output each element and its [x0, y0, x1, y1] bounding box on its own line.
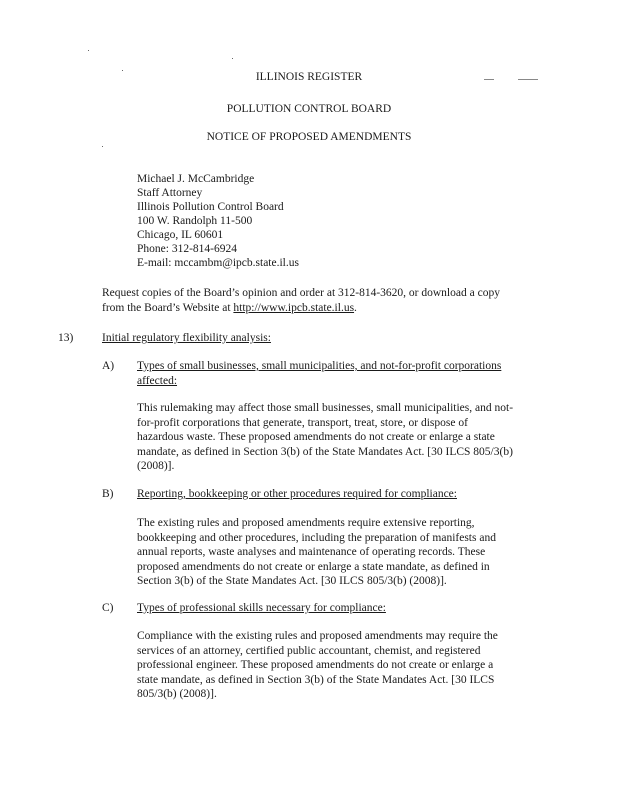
section-number: 13) — [58, 332, 74, 344]
subsection-a-heading — [137, 359, 501, 388]
request-line-2 — [102, 301, 500, 316]
request-prefix: from the Board’s Website at — [102, 301, 234, 314]
contact-phone: Phone: 312-814-6924 — [137, 243, 237, 255]
scan-speck — [102, 146, 103, 147]
subsection-a-heading-line-2: affected: — [137, 374, 178, 387]
subsection-c-body-line: professional engineer. These proposed amendments do not create or enlarge a — [137, 659, 494, 671]
subsection-b-body-line: Section 3(b) of the State Mandates Act. [30 ILCS 805/3(b) (2008)]. — [137, 575, 447, 587]
subsection-c-body-line: state mandate, as defined in Section 3(b) of the State Mandates Act. [30 ILCS — [137, 673, 495, 686]
contact-city: Chicago, IL 60601 — [137, 229, 224, 241]
subsection-a-letter: A) — [102, 360, 115, 372]
contact-org: Illinois Pollution Control Board — [137, 201, 284, 213]
subsection-c-body-line: 805/3(b) (2008)]. — [137, 688, 217, 700]
subsection-b-letter: B) — [102, 488, 114, 500]
subsection-b-body-line: bookkeeping and other procedures, including the preparation of manifests and — [137, 531, 496, 544]
website-link[interactable]: http://www.ipcb.state.il.us — [233, 301, 355, 314]
request-line-1: Request copies of the Board’s opinion and order at 312-814-3620, or download a copy — [102, 287, 500, 299]
request-paragraph — [102, 286, 500, 315]
board-title: POLLUTION CONTROL BOARD — [226, 103, 392, 115]
contact-street: 100 W. Randolph 11-500 — [137, 215, 253, 227]
subsection-a-body-line: mandate, as defined in Section 3(b) of the State Mandates Act. [30 ILCS 805/3(b) — [137, 445, 513, 458]
subsection-b-heading: Reporting, bookkeeping or other procedures required for compliance: — [137, 488, 457, 500]
scan-speck — [232, 58, 233, 59]
subsection-a-heading-line-1: Types of small businesses, small municipalities, and not-for-profit corporations — [137, 360, 502, 372]
notice-title: NOTICE OF PROPOSED AMENDMENTS — [206, 131, 412, 143]
contact-email-line — [137, 256, 299, 271]
subsection-c-heading: Types of professional skills necessary for compliance: — [137, 602, 386, 614]
subsection-c-body-line: Compliance with the existing rules and proposed amendments may require the — [137, 630, 498, 642]
register-title: ILLINOIS REGISTER — [255, 71, 363, 83]
subsection-c-body-line: services of an attorney, certified public accountant, chemist, and registered — [137, 644, 481, 657]
subsection-b-body-line: The existing rules and proposed amendments require extensive reporting, — [137, 517, 475, 529]
subsection-a-body-line: This rulemaking may affect those small businesses, small municipalities, and not- — [137, 402, 514, 414]
subsection-c-body — [137, 629, 498, 702]
request-suffix: . — [354, 301, 357, 314]
scan-speck — [88, 50, 89, 51]
subsection-a-body-line: (2008)]. — [137, 460, 175, 472]
subsection-c-letter: C) — [102, 602, 114, 614]
subsection-b-body-line: proposed amendments do not create or enlarge a state mandate, as defined in — [137, 560, 490, 573]
subsection-a-body — [137, 401, 513, 474]
email-label: E-mail: — [137, 257, 175, 269]
section-title: Initial regulatory flexibility analysis: — [102, 332, 271, 344]
subsection-b-body-line: annual reports, waste analyses and maintenance of operating records. These — [137, 546, 486, 558]
email-link[interactable]: mccambm@ipcb.state.il.us — [174, 257, 299, 269]
contact-title: Staff Attorney — [137, 187, 203, 199]
contact-name: Michael J. McCambridge — [137, 173, 255, 185]
subsection-b-body — [137, 516, 496, 589]
subsection-a-body-line: hazardous waste. These proposed amendments do not create or enlarge a state — [137, 431, 495, 443]
subsection-a-body-line: for-profit corporations that generate, transport, treat, store, or dispose of — [137, 416, 468, 429]
